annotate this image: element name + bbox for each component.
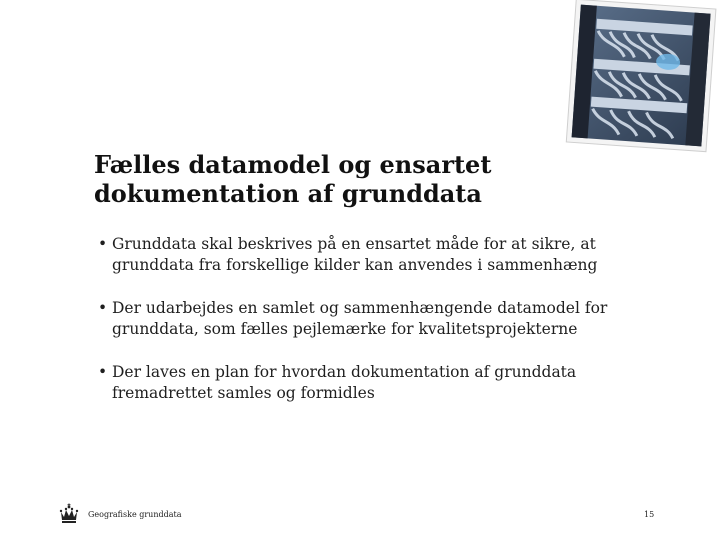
slide-title-line-2: dokumentation af grunddata bbox=[94, 179, 482, 208]
network-cables-photo bbox=[563, 0, 719, 155]
slide-title-line-1: Fælles datamodel og ensartet bbox=[94, 150, 492, 179]
crown-icon bbox=[58, 503, 80, 525]
page-number: 15 bbox=[644, 510, 655, 519]
bullet-text: Grunddata skal beskrives på en ensartet måde for at sikre, at grunddata fra forskellige kilder kan anvendes i sammenhæng bbox=[112, 235, 598, 274]
bullet-list bbox=[96, 234, 626, 426]
bullet-item bbox=[96, 362, 626, 404]
bullet-text: Der udarbejdes en samlet og sammenhængende datamodel for grunddata, som fælles pejlemærke for kvalitetsprojekterne bbox=[112, 299, 608, 338]
bullet-item bbox=[96, 298, 626, 340]
bullet-dot: • bbox=[98, 235, 108, 253]
bullet-dot: • bbox=[98, 299, 108, 317]
bullet-item bbox=[96, 234, 626, 276]
bullet-dot: • bbox=[98, 363, 108, 381]
slide-title bbox=[94, 150, 514, 208]
bullet-text: Der laves en plan for hvordan dokumentation af grunddata fremadrettet samles og formidles bbox=[112, 363, 577, 402]
footer-text: Geografiske grunddata bbox=[88, 510, 182, 519]
